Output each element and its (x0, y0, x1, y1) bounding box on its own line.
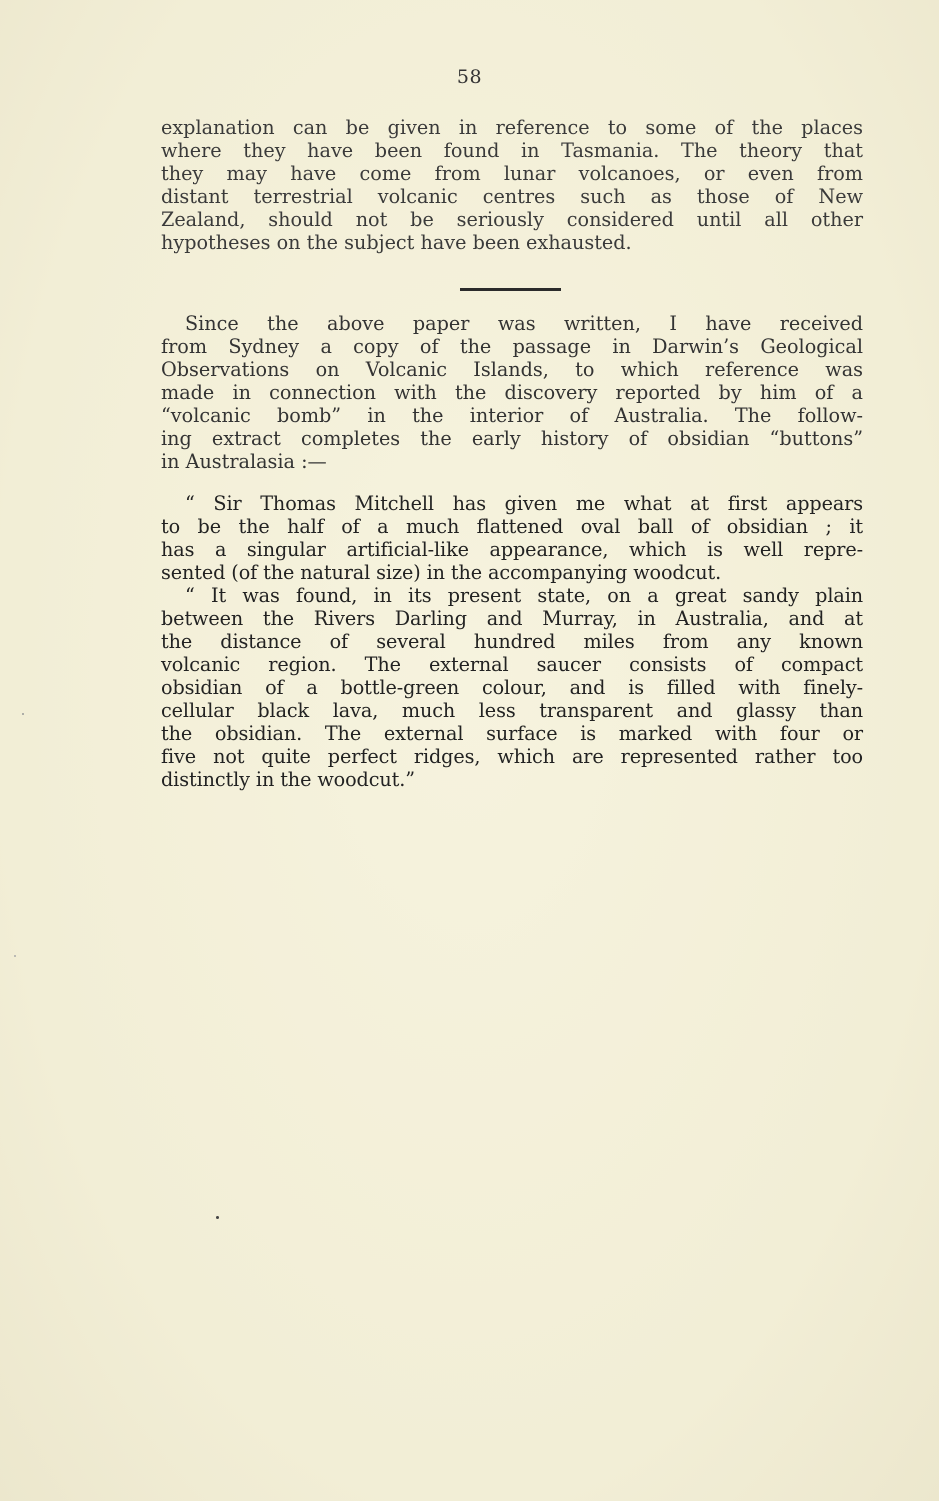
text-line: they may have come from lunar volcanoes, or even from (161, 162, 863, 185)
text-line: where they have been found in Tasmania. The theory that (161, 139, 863, 162)
text-line: the obsidian. The external surface is marked with four or (161, 722, 863, 745)
text-line: “volcanic bomb” in the interior of Australia. The follow- (161, 404, 863, 427)
darwin-quotation (161, 492, 863, 791)
text-line: volcanic region. The external saucer consists of compact (161, 653, 863, 676)
print-speck (22, 713, 24, 715)
print-speck (216, 1216, 219, 1219)
text-line: “ Sir Thomas Mitchell has given me what at first appears (185, 492, 863, 515)
text-line: from Sydney a copy of the passage in Darwin’s Geological (161, 335, 863, 358)
section-divider (460, 288, 561, 291)
paragraph-continuation (161, 116, 863, 254)
text-line: Since the above paper was written, I have received (185, 312, 863, 335)
text-line: to be the half of a much flattened oval ball of obsidian ; it (161, 515, 863, 538)
text-line: the distance of several hundred miles from any known (161, 630, 863, 653)
paragraph-postscript (161, 312, 863, 473)
text-line: cellular black lava, much less transparent and glassy than (161, 699, 863, 722)
text-line: between the Rivers Darling and Murray, in Australia, and at (161, 607, 863, 630)
text-line: Observations on Volcanic Islands, to which reference was (161, 358, 863, 381)
text-line: has a singular artificial-like appearance, which is well repre- (161, 538, 863, 561)
text-line: Zealand, should not be seriously considered until all other (161, 208, 863, 231)
text-line: obsidian of a bottle-green colour, and is filled with finely- (161, 676, 863, 699)
text-line: in Australasia :— (161, 450, 327, 473)
text-line: sented (of the natural size) in the accompanying woodcut. (161, 561, 722, 584)
print-speck (14, 955, 16, 957)
text-line: distinctly in the woodcut.” (161, 768, 415, 791)
text-line: “ It was found, in its present state, on a great sandy plain (185, 584, 863, 607)
text-line: distant terrestrial volcanic centres such as those of New (161, 185, 863, 208)
text-line: ing extract completes the early history of obsidian “buttons” (161, 427, 863, 450)
text-line: explanation can be given in reference to some of the places (161, 116, 863, 139)
text-line: made in connection with the discovery reported by him of a (161, 381, 863, 404)
page-number: 58 (456, 66, 483, 88)
text-line: five not quite perfect ridges, which are represented rather too (161, 745, 863, 768)
text-line: hypotheses on the subject have been exhausted. (161, 231, 632, 254)
